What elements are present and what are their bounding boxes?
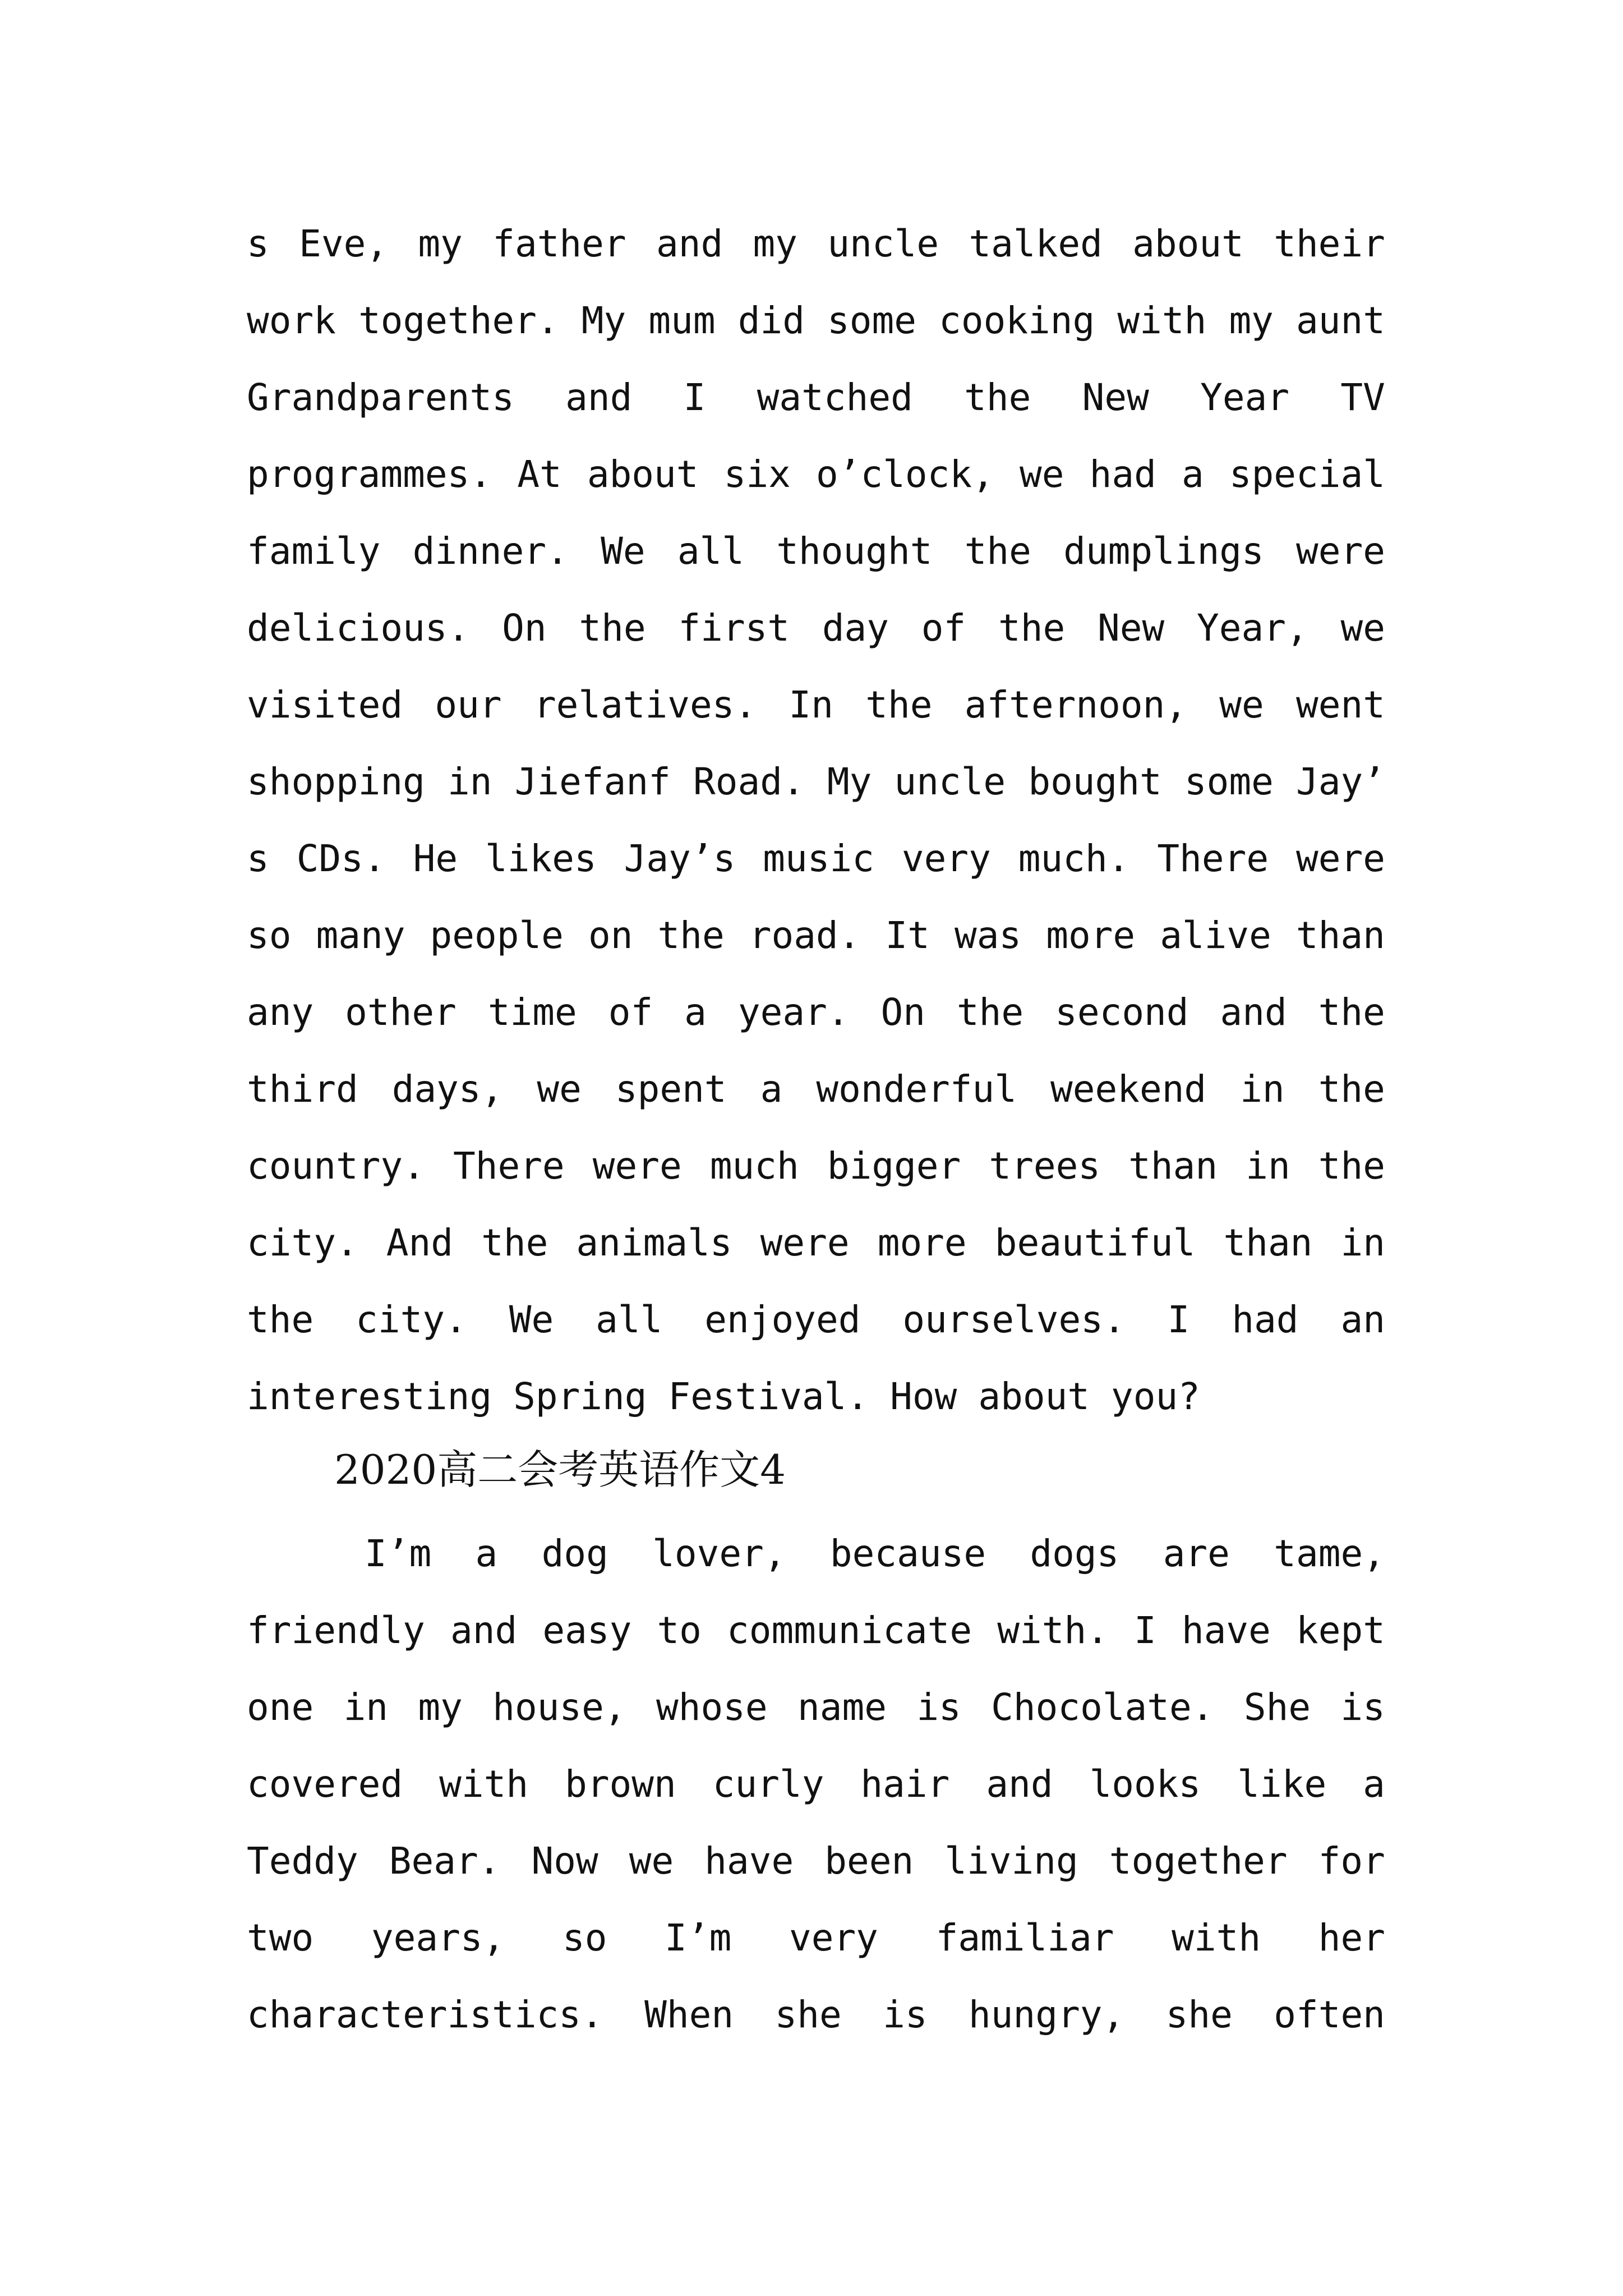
word: shopping (247, 760, 425, 803)
word: a (1181, 453, 1204, 496)
word: years, (371, 1916, 505, 1959)
word: There (453, 1144, 565, 1188)
word: more (1046, 914, 1136, 957)
word: together (1109, 1839, 1288, 1883)
word: very (789, 1916, 878, 1959)
word: had (1232, 1298, 1299, 1341)
word: any (247, 991, 314, 1034)
word: with (1117, 299, 1207, 342)
word: because (829, 1532, 986, 1575)
word: we (629, 1839, 674, 1883)
word: He (413, 837, 458, 880)
word: my (418, 1686, 463, 1729)
word: hungry, (969, 1993, 1125, 2036)
paragraph-1-line (247, 751, 1385, 813)
word: s (247, 222, 269, 265)
word: on (588, 914, 633, 957)
word: other (345, 991, 457, 1034)
word: our (435, 683, 502, 726)
word: animals (576, 1221, 732, 1264)
paragraph-1-line (247, 828, 1385, 890)
word: for (1318, 1839, 1385, 1883)
word: It (885, 914, 930, 957)
word: we (537, 1068, 582, 1111)
word: had (1089, 453, 1156, 496)
word: enjoyed (704, 1298, 861, 1341)
word: On (502, 606, 547, 650)
paragraph-1-line (247, 1135, 1385, 1197)
word: TV (1340, 376, 1385, 419)
word: with. (997, 1609, 1109, 1652)
word: uncle (827, 222, 939, 265)
word: I (1167, 1298, 1190, 1341)
word: dumplings (1063, 530, 1264, 573)
word: wonderful (816, 1068, 1017, 1111)
word: and (986, 1763, 1053, 1806)
word: the (1318, 1144, 1385, 1188)
word: in (448, 760, 492, 803)
word: My (827, 760, 872, 803)
word: year. (737, 991, 850, 1034)
word: Festival. (668, 1375, 869, 1418)
word: first (678, 606, 790, 650)
word: the (998, 606, 1066, 650)
word: and (450, 1609, 518, 1652)
word: did (737, 299, 805, 342)
word: cooking (939, 299, 1095, 342)
word: Grandparents (247, 376, 514, 419)
word: easy (542, 1609, 632, 1652)
word: weekend (1050, 1068, 1207, 1111)
word: Now (531, 1839, 598, 1883)
word: CDs. (296, 837, 386, 880)
word: name (797, 1686, 887, 1729)
word: My (581, 299, 626, 342)
word: have (1181, 1609, 1271, 1652)
word: second (1055, 991, 1189, 1034)
word: uncle (894, 760, 1006, 803)
word: all (677, 530, 745, 573)
word: the (579, 606, 646, 650)
word: dinner. (412, 530, 569, 573)
word: alive (1160, 914, 1271, 957)
word: road. (749, 914, 861, 957)
word: many (316, 914, 405, 957)
paragraph-1-line (247, 1289, 1385, 1351)
word: in (1240, 1068, 1285, 1111)
word: At (517, 453, 562, 496)
paragraph-2-line (247, 1600, 1385, 1662)
word: we (1020, 453, 1064, 496)
word: a (1363, 1763, 1385, 1806)
word: were (592, 1144, 682, 1188)
word: tame, (1274, 1532, 1385, 1575)
word: some (827, 299, 916, 342)
word: in (1246, 1144, 1290, 1188)
word: How (890, 1375, 957, 1418)
word: were (1296, 530, 1385, 573)
word: more (877, 1221, 967, 1264)
word: work (247, 299, 336, 342)
word: On (880, 991, 925, 1034)
word: bought (1028, 760, 1162, 803)
word: she (774, 1993, 842, 2036)
word: than (1223, 1221, 1313, 1264)
paragraph-1-line (247, 521, 1385, 582)
word: is (1340, 1686, 1385, 1729)
word: time (487, 991, 577, 1034)
paragraph-1-line (247, 290, 1385, 352)
word: hair (860, 1763, 950, 1806)
word: dog (541, 1532, 608, 1575)
word: my (753, 222, 798, 265)
paragraph-2-line (247, 1677, 1385, 1738)
word: New (1098, 606, 1165, 650)
word: father (492, 222, 626, 265)
word: Year, (1197, 606, 1308, 650)
paragraph-1-line (247, 367, 1385, 429)
word: When (644, 1993, 734, 2036)
word: family (247, 530, 381, 573)
word: Jay’ (1296, 760, 1385, 803)
word: visited (247, 683, 403, 726)
paragraph-2-line (247, 1754, 1385, 1815)
word: were (760, 1221, 850, 1264)
word: the (1318, 1068, 1385, 1111)
paragraph-1-line (247, 213, 1385, 275)
word: I’m (665, 1916, 732, 1959)
word: are (1163, 1532, 1230, 1575)
word: six (723, 453, 791, 496)
paragraph-1-line (247, 597, 1385, 659)
word: than (1295, 914, 1385, 957)
word: friendly (247, 1609, 425, 1652)
paragraph-1-line (247, 1212, 1385, 1274)
word: of (608, 991, 653, 1034)
word: an (1340, 1298, 1385, 1341)
word: much. (1018, 837, 1130, 880)
word: the (964, 376, 1031, 419)
word: In (789, 683, 833, 726)
word: so (562, 1916, 607, 1959)
word: special (1229, 453, 1385, 496)
paragraph-1-line (247, 982, 1385, 1043)
word: very (901, 837, 991, 880)
word: about (1132, 222, 1244, 265)
word: I (683, 376, 706, 419)
word: covered (247, 1763, 403, 1806)
word: like (1237, 1763, 1327, 1806)
word: thought (776, 530, 933, 573)
word: the (481, 1221, 548, 1264)
paragraph-1-line (247, 444, 1385, 505)
word: interesting (247, 1375, 492, 1418)
word: two (247, 1916, 314, 1959)
word: with (439, 1763, 529, 1806)
word: to (657, 1609, 702, 1652)
word: We (601, 530, 645, 573)
paragraph-1-line (247, 905, 1385, 967)
word: relatives. (533, 683, 757, 726)
word: we (1219, 683, 1264, 726)
word: about (978, 1375, 1090, 1418)
word: city. (247, 1221, 358, 1264)
word: a (475, 1532, 498, 1575)
paragraph-1-line (247, 674, 1385, 736)
word: characteristics. (247, 1993, 603, 2036)
word: Spring (513, 1375, 647, 1418)
word: bigger (827, 1144, 961, 1188)
word: Chocolate. (991, 1686, 1214, 1729)
word: looks (1089, 1763, 1201, 1806)
word: often (1274, 1993, 1385, 2036)
word: There (1157, 837, 1269, 880)
word: brown (565, 1763, 676, 1806)
word: lover, (652, 1532, 786, 1575)
word: afternoon, (964, 683, 1188, 726)
word: ourselves. (902, 1298, 1126, 1341)
word: And (386, 1221, 453, 1264)
word: about (587, 453, 699, 496)
word: programmes. (247, 453, 492, 496)
word: and (656, 222, 723, 265)
word: she (1165, 1993, 1233, 2036)
word: so (247, 914, 292, 957)
word: New (1082, 376, 1149, 419)
word: country. (247, 1144, 425, 1188)
word: her (1318, 1916, 1385, 1959)
word: beautiful (994, 1221, 1196, 1264)
paragraph-2-line (247, 1830, 1385, 1892)
word: their (1274, 222, 1385, 265)
word: of (921, 606, 966, 650)
word: and (565, 376, 633, 419)
word: my (1229, 299, 1274, 342)
word: with (1172, 1916, 1261, 1959)
word: my (418, 222, 463, 265)
word: Year (1200, 376, 1290, 419)
word: were (1296, 837, 1385, 880)
word: o’clock, (815, 453, 994, 496)
word: together. (358, 299, 559, 342)
word: Eve, (299, 222, 389, 265)
word: trees (989, 1144, 1101, 1188)
word: in (343, 1686, 389, 1729)
word: city. (356, 1298, 467, 1341)
word: We (509, 1298, 554, 1341)
word: went (1296, 683, 1385, 726)
word: some (1184, 760, 1274, 803)
word: communicate (727, 1609, 972, 1652)
word: been (824, 1839, 914, 1883)
word: than (1128, 1144, 1218, 1188)
word: one (247, 1686, 314, 1729)
word: kept (1296, 1609, 1385, 1652)
essay-heading: 2020高二会考英语作文4 (334, 1446, 786, 1493)
word: She (1243, 1686, 1311, 1729)
word: delicious. (247, 606, 470, 650)
word: talked (969, 222, 1103, 265)
word: people (430, 914, 564, 957)
word: is (883, 1993, 928, 2036)
word: Jay’s (624, 837, 736, 880)
word: the (865, 683, 933, 726)
word: the (657, 914, 725, 957)
word: days, (391, 1068, 504, 1111)
word: Road. (693, 760, 805, 803)
word: all (596, 1298, 663, 1341)
paragraph-2-line (247, 1907, 1385, 1969)
word: music (763, 837, 874, 880)
word: I’m (365, 1532, 432, 1575)
paragraph-1-last-line (247, 1366, 1385, 1428)
paragraph-2-line (247, 1984, 1385, 2046)
word: mum (648, 299, 716, 342)
word: the (964, 530, 1031, 573)
word: Bear. (389, 1839, 501, 1883)
word: Jiefanf (514, 760, 671, 803)
word: day (822, 606, 889, 650)
word: whose (656, 1686, 768, 1729)
word: and (1220, 991, 1287, 1034)
word: was (954, 914, 1022, 957)
paragraph-2-first-line (365, 1523, 1385, 1585)
word: the (956, 991, 1024, 1034)
word: likes (485, 837, 597, 880)
word: the (1318, 991, 1385, 1034)
word: a (760, 1068, 783, 1111)
word: you? (1111, 1375, 1200, 1418)
word: curly (712, 1763, 824, 1806)
word: I (1134, 1609, 1156, 1652)
word: is (916, 1686, 961, 1729)
word: house, (492, 1686, 626, 1729)
paragraph-1-line (247, 1059, 1385, 1120)
word: dogs (1030, 1532, 1119, 1575)
word: familiar (935, 1916, 1114, 1959)
word: the (247, 1298, 314, 1341)
word: third (247, 1068, 358, 1111)
word: watched (757, 376, 913, 419)
word: aunt (1296, 299, 1385, 342)
word: a (684, 991, 707, 1034)
word: much (709, 1144, 799, 1188)
word: spent (615, 1068, 727, 1111)
word: Teddy (247, 1839, 358, 1883)
word: living (944, 1839, 1078, 1883)
word: have (704, 1839, 794, 1883)
word: we (1340, 606, 1385, 650)
word: in (1340, 1221, 1385, 1264)
word: s (247, 837, 269, 880)
